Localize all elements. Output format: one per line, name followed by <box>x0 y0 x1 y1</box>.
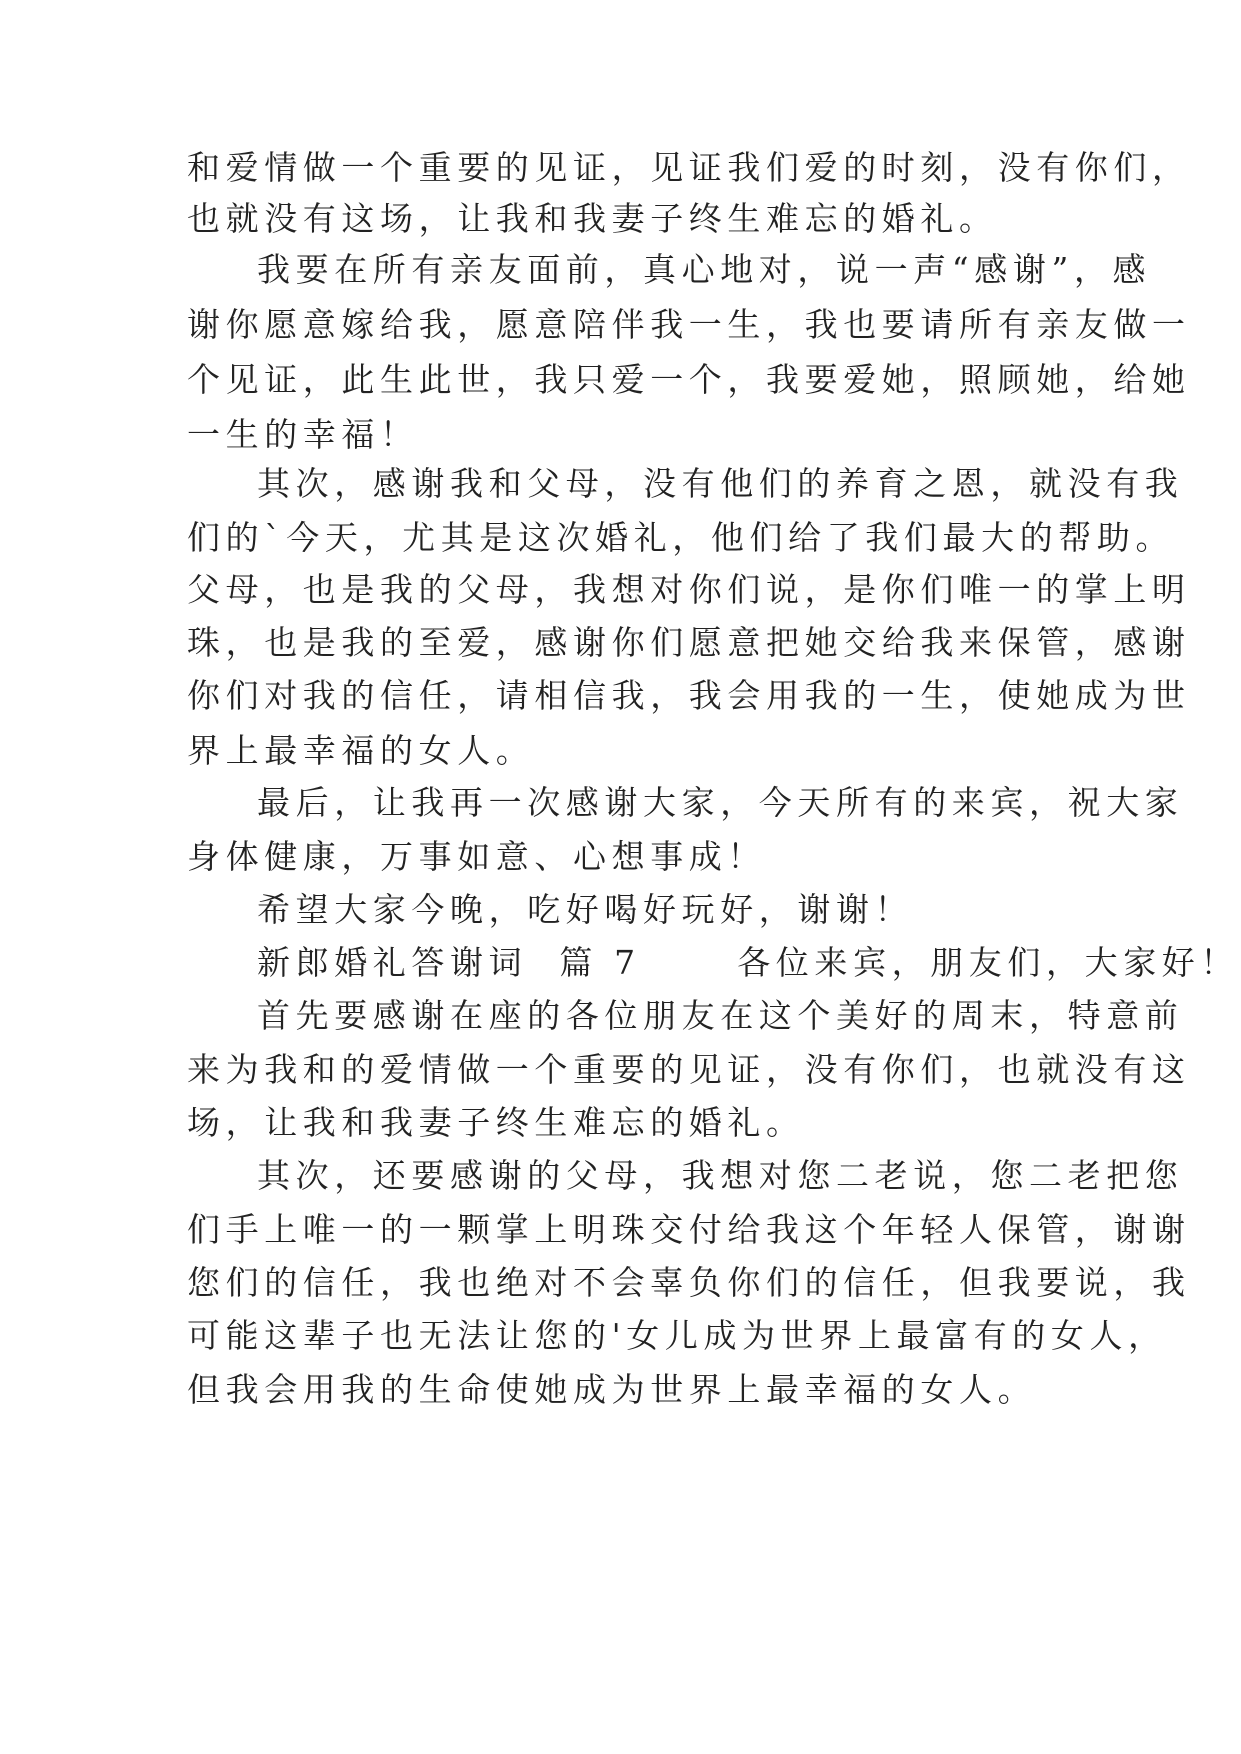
text-line: 可能这辈子也无法让您的'女儿成为世界上最富有的女人， <box>187 1316 1167 1355</box>
text-line: 也就没有这场，让我和我妻子终生难忘的婚礼。 <box>187 199 998 238</box>
text-line: 来为我和的爱情做一个重要的见证，没有你们，也就没有这 <box>187 1050 1191 1089</box>
text-line: 场，让我和我妻子终生难忘的婚礼。 <box>187 1103 805 1142</box>
paragraph-start-line: 其次，还要感谢的父母，我想对您二老说，您二老把您 <box>257 1156 1184 1195</box>
paragraph-start-line: 最后，让我再一次感谢大家，今天所有的来宾，祝大家 <box>257 783 1184 822</box>
text-line: 界上最幸福的女人。 <box>187 731 535 770</box>
text-line: 您们的信任，我也绝对不会辜负你们的信任，但我要说，我 <box>187 1263 1191 1302</box>
text-line: 身体健康，万事如意、心想事成！ <box>187 837 766 876</box>
paragraph-start-line: 其次，感谢我和父母，没有他们的养育之恩，就没有我 <box>257 464 1184 503</box>
paragraph-start-line: 我要在所有亲友面前，真心地对，说一声“感谢”，感 <box>257 250 1152 289</box>
section-heading-line: 新郎婚礼答谢词 篇 7 各位来宾，朋友们，大家好！ <box>257 943 1240 982</box>
text-line: 们手上唯一的一颗掌上明珠交付给我这个年轻人保管，谢谢 <box>187 1210 1191 1249</box>
text-line: 一生的幸福！ <box>187 415 419 454</box>
paragraph-start-line: 希望大家今晚，吃好喝好玩好，谢谢！ <box>257 890 914 929</box>
text-line: 但我会用我的生命使她成为世界上最幸福的女人。 <box>187 1370 1037 1409</box>
text-line: 个见证，此生此世，我只爱一个，我要爱她，照顾她，给她 <box>187 360 1191 399</box>
text-line: 你们对我的信任，请相信我，我会用我的一生，使她成为世 <box>187 676 1191 715</box>
text-line: 父母，也是我的父母，我想对你们说，是你们唯一的掌上明 <box>187 570 1191 609</box>
text-line: 们的`今天，尤其是这次婚礼，他们给了我们最大的帮助。 <box>187 518 1175 557</box>
paragraph-start-line: 首先要感谢在座的各位朋友在这个美好的周末，特意前 <box>257 996 1184 1035</box>
text-line: 珠，也是我的至爱，感谢你们愿意把她交给我来保管，感谢 <box>187 623 1191 662</box>
text-line: 谢你愿意嫁给我，愿意陪伴我一生，我也要请所有亲友做一 <box>187 305 1191 344</box>
text-line: 和爱情做一个重要的见证，见证我们爱的时刻，没有你们， <box>187 148 1191 187</box>
